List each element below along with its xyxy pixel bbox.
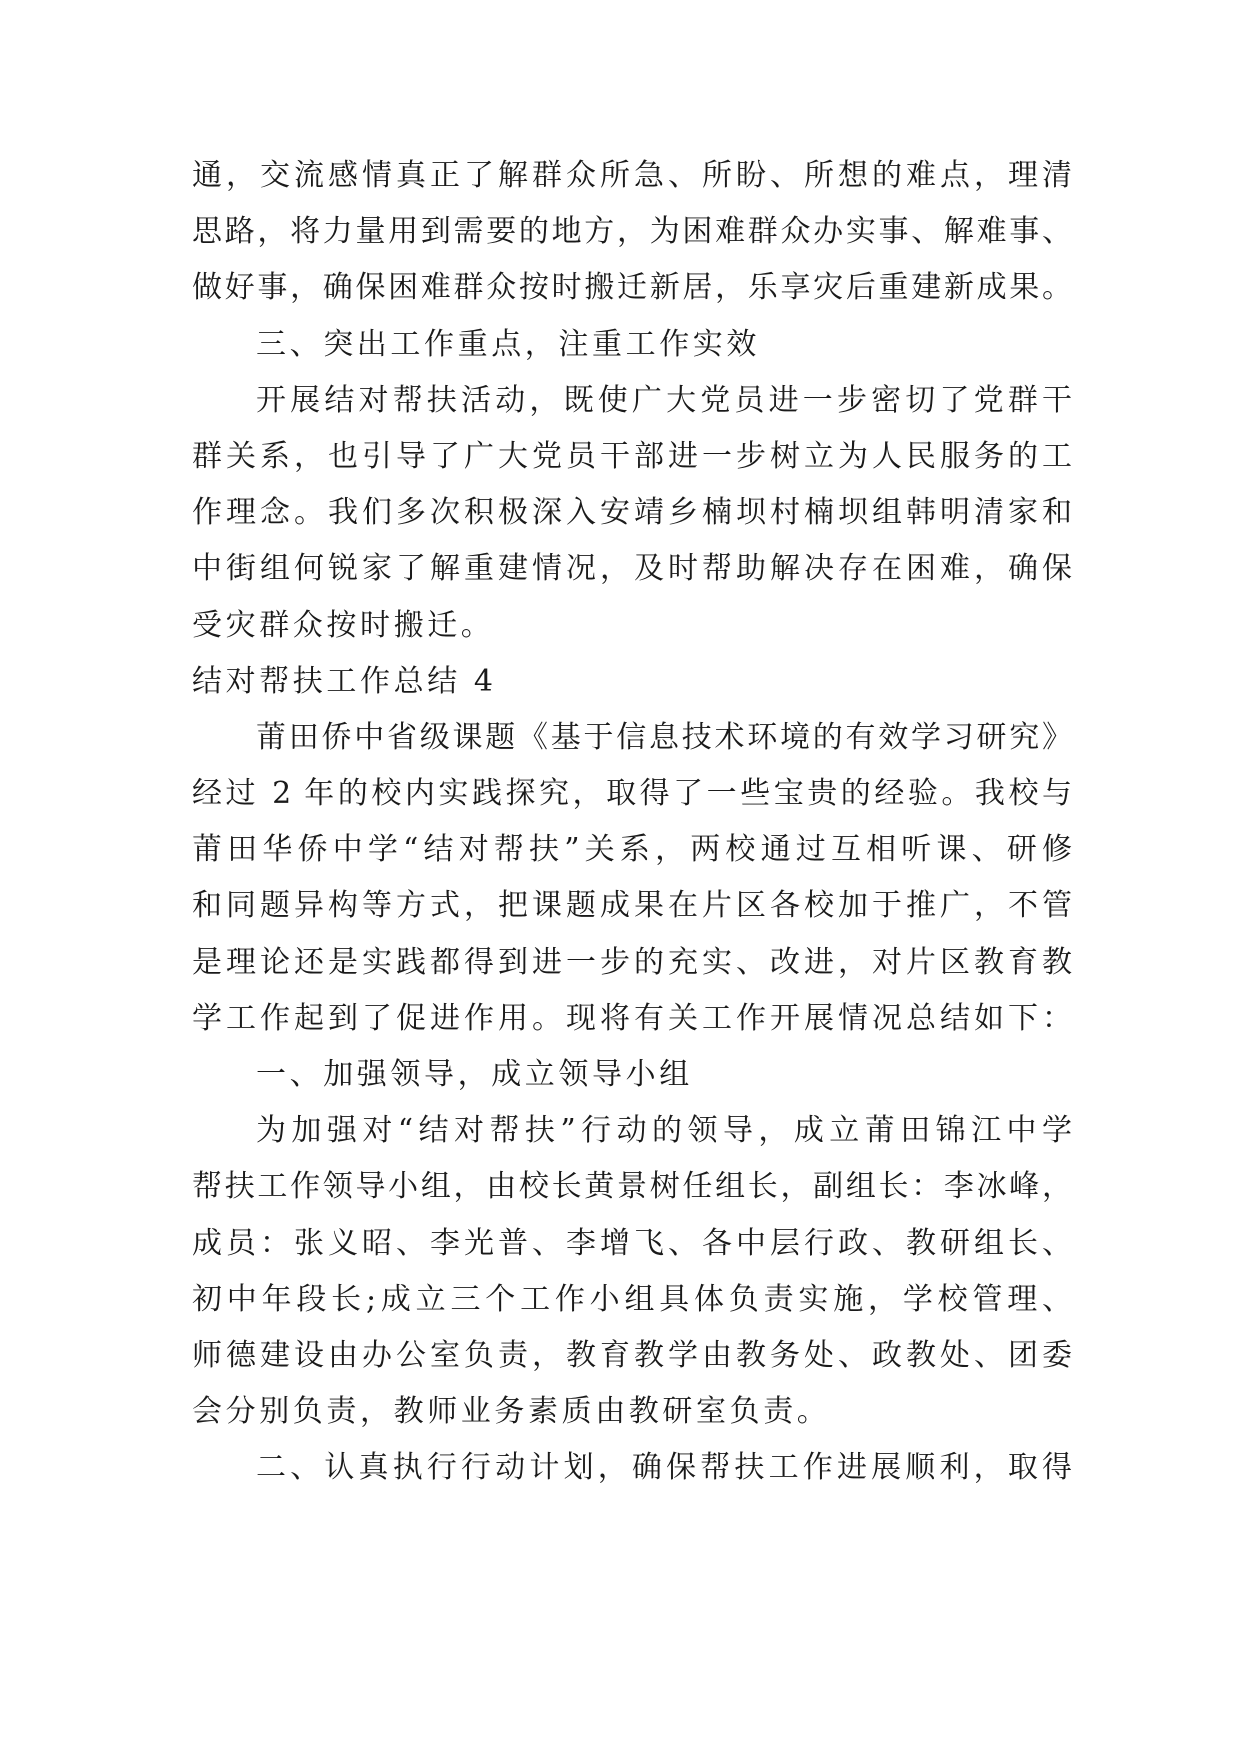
paragraph-line: 是理论还是实践都得到进一步的充实、改进，对片区教育教	[192, 944, 1072, 980]
paragraph-line: 为加强对“结对帮扶”行动的领导，成立莆田锦江中学	[256, 1113, 1072, 1149]
paragraph-line: 开展结对帮扶活动，既使广大党员进一步密切了党群干	[256, 382, 1072, 418]
paragraph-line: 做好事，确保困难群众按时搬迁新居，乐享灾后重建新成果。	[192, 270, 1072, 306]
section-heading: 二、认真执行行动计划，确保帮扶工作进展顺利，取得	[256, 1450, 1072, 1486]
paragraph-line: 受灾群众按时搬迁。	[192, 607, 495, 643]
section-heading: 一、加强领导，成立领导小组	[256, 1057, 693, 1092]
paragraph-line: 学工作起到了促进作用。现将有关工作开展情况总结如下：	[192, 1000, 1072, 1036]
paragraph-line: 师德建设由办公室负责，教育教学由教务处、政教处、团委	[192, 1337, 1072, 1373]
paragraph-line: 群关系，也引导了广大党员干部进一步树立为人民服务的工	[192, 438, 1072, 474]
document-page	[192, 148, 1072, 1497]
paragraph-line: 莆田侨中省级课题《基于信息技术环境的有效学习研究》	[256, 719, 1072, 755]
paragraph-line: 会分别负责，教师业务素质由教研室负责。	[192, 1394, 831, 1430]
paragraph-line: 和同题异构等方式，把课题成果在片区各校加于推广，不管	[192, 888, 1072, 924]
paragraph-line: 初中年段长;成立三个工作小组具体负责实施，学校管理、	[192, 1281, 1072, 1317]
paragraph-line: 通，交流感情真正了解群众所急、所盼、所想的难点，理清	[192, 158, 1072, 193]
paragraph-line: 成员：张义昭、李光普、李增飞、各中层行政、教研组长、	[192, 1225, 1072, 1261]
document-title: 结对帮扶工作总结 4	[192, 663, 497, 699]
paragraph-line: 中街组何锐家了解重建情况，及时帮助解决存在困难，确保	[192, 551, 1072, 587]
section-heading: 三、突出工作重点，注重工作实效	[256, 326, 760, 362]
paragraph-line: 思路，将力量用到需要的地方，为困难群众办实事、解难事、	[192, 214, 1072, 250]
paragraph-line: 帮扶工作领导小组，由校长黄景树任组长，副组长：李冰峰，	[192, 1169, 1072, 1205]
paragraph-line: 莆田华侨中学“结对帮扶”关系，两校通过互相听课、研修	[192, 832, 1072, 868]
paragraph-line: 经过 2 年的校内实践探究，取得了一些宝贵的经验。我校与	[192, 776, 1072, 812]
paragraph-line: 作理念。我们多次积极深入安靖乡楠坝村楠坝组韩明清家和	[192, 495, 1072, 531]
